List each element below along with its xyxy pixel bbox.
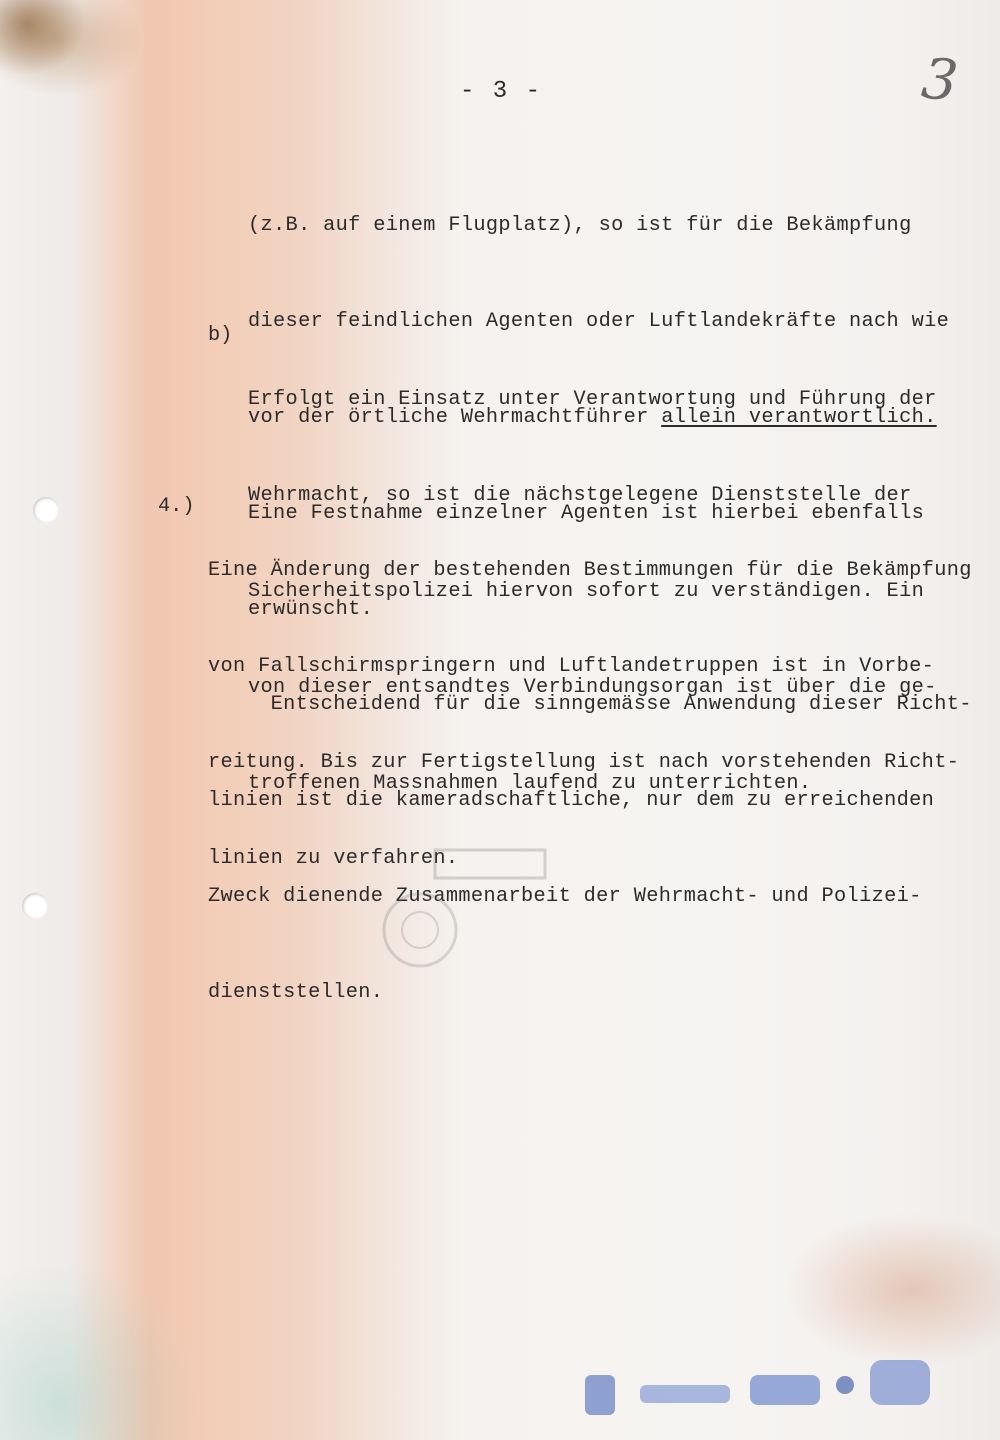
- text-line: (z.B. auf einem Flugplatz), so ist für die Bekämpfung: [248, 214, 912, 237]
- blue-ink-stamp: [580, 1350, 960, 1420]
- page-number: - 3 -: [460, 78, 543, 105]
- closing-paragraph: [208, 625, 972, 1073]
- list-marker-b: b): [208, 324, 233, 347]
- text-line: linien ist die kameradschaftliche, nur dem zu erreichenden: [208, 789, 935, 812]
- text-line: Entscheidend für die sinngemässe Anwendung dieser Richt-: [208, 693, 972, 716]
- text-line: von Fallschirmspringern und Luftlandetruppen ist in Vorbe-: [208, 655, 935, 678]
- text-line: Zweck dienende Zusammenarbeit der Wehrmacht- und Polizei-: [208, 885, 922, 908]
- text-line: Eine Änderung der bestehenden Bestimmungen für die Bekämpfung: [208, 559, 972, 582]
- text-line: erwünscht.: [248, 598, 374, 621]
- faint-archive-stamp: [380, 845, 550, 985]
- handwritten-sheet-number: 3: [918, 46, 961, 115]
- text-line: Eine Festnahme einzelner Agenten ist hierbei ebenfalls: [248, 502, 925, 525]
- rust-stain: [0, 0, 90, 80]
- text-line: linien zu verfahren.: [208, 847, 459, 870]
- text-line: von dieser entsandtes Verbindungsorgan ist über die ge-: [248, 676, 937, 699]
- water-stain: [0, 1260, 200, 1440]
- text-line: troffenen Massnahmen laufend zu unterrichten.: [248, 772, 812, 795]
- text-line: Wehrmacht, so ist die nächstgelegene Dienststelle der: [248, 484, 912, 507]
- list-marker-4: 4.): [158, 495, 195, 518]
- text-line: Erfolgt ein Einsatz unter Verantwortung und Führung der: [248, 388, 937, 411]
- punch-hole: [33, 497, 59, 523]
- text-line: Sicherheitspolizei hiervon sofort zu verständigen. Ein: [248, 580, 925, 603]
- punch-hole: [22, 893, 48, 919]
- underlined-emphasis: allein verantwortlich.: [661, 406, 937, 429]
- text-line: dienststellen.: [208, 981, 384, 1004]
- text-line: dieser feindlichen Agenten oder Luftlandekräfte nach wie: [248, 310, 950, 333]
- text-segment: vor der örtliche Wehrmachtführer: [248, 406, 662, 429]
- text-line: reitung. Bis zur Fertigstellung ist nach vorstehenden Richt-: [208, 751, 960, 774]
